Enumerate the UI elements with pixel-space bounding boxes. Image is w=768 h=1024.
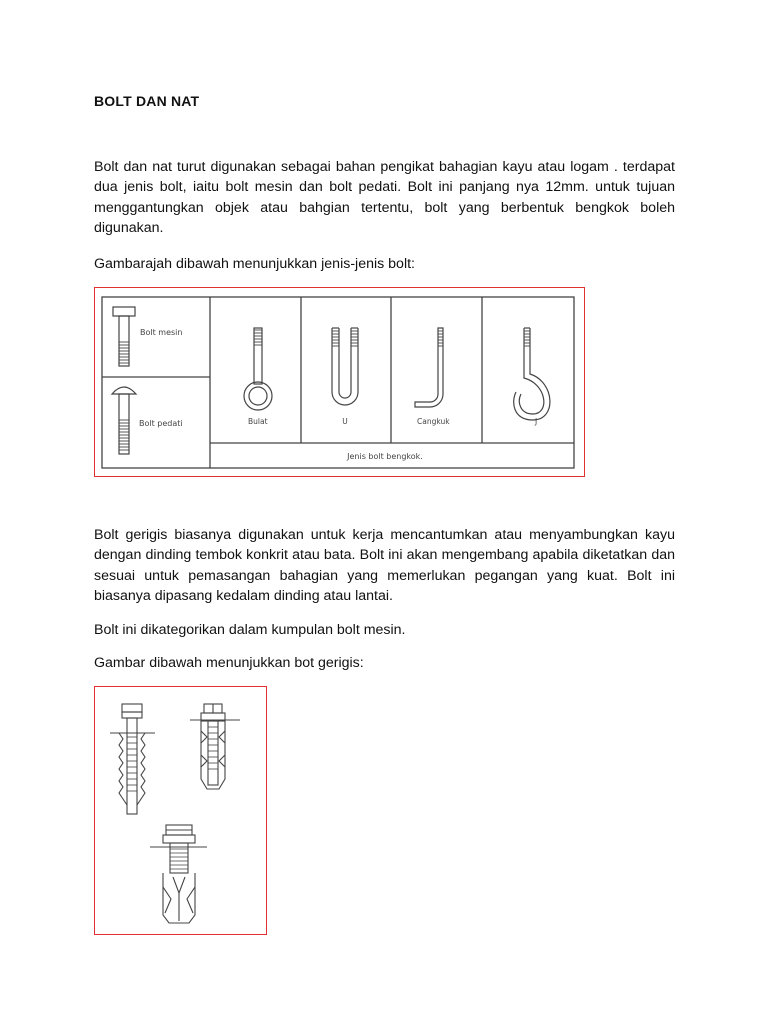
u-bolt-icon bbox=[332, 328, 358, 405]
machine-bolt-icon bbox=[113, 307, 135, 366]
paragraph-category: Bolt ini dikategorikan dalam kumpulan bolt mesin. bbox=[94, 622, 406, 638]
label-u: U bbox=[342, 417, 348, 426]
label-cangkuk: Cangkuk bbox=[417, 417, 450, 426]
label-bulat: Bulat bbox=[248, 417, 268, 426]
label-bolt-pedati: Bolt pedati bbox=[139, 419, 183, 428]
bolt-types-diagram bbox=[95, 288, 583, 475]
paragraph-expansion-bolt: Bolt gerigis biasanya digunakan untuk kerja mencantumkan atau menyambungkan kayu dengan dinding tembok konkrit atau bata. Bolt ini akan mengembang apabila diketatkan dan sesuai untuk pemasangan bahagian yang memerlukan pegangan yang kuat. Bolt ini biasanya dipasang kedalam dinding atau lantai. bbox=[94, 527, 675, 604]
l-hook-bolt-icon bbox=[415, 328, 443, 407]
bolt-types-figure bbox=[94, 287, 585, 477]
eye-bolt-icon bbox=[244, 328, 272, 410]
paragraph-intro: Bolt dan nat turut digunakan sebagai bahan pengikat bahagian kayu atau logam . terdapat dua jenis bolt, iaitu bolt mesin dan bolt pedati. Bolt ini panjang nya 12mm. untuk tujuan menggantungkan objek atau bahgian tertentu, bolt yang berbentuk bengkok boleh digunakan. bbox=[94, 159, 675, 236]
label-bolt-mesin: Bolt mesin bbox=[140, 328, 183, 337]
label-j: J bbox=[535, 417, 538, 426]
expansion-bolt-3-icon bbox=[150, 825, 207, 923]
expansion-bolt-2-icon bbox=[190, 704, 240, 789]
expansion-bolt-figure bbox=[94, 686, 267, 935]
page-title: BOLT DAN NAT bbox=[94, 93, 200, 109]
j-hook-bolt-icon bbox=[514, 328, 550, 420]
paragraph-figure1-intro: Gambarajah dibawah menunjukkan jenis-jenis bolt: bbox=[94, 256, 415, 272]
paragraph-figure2-intro: Gambar dibawah menunjukkan bot gerigis: bbox=[94, 655, 364, 671]
figure-caption: Jenis bolt bengkok. bbox=[347, 452, 423, 461]
expansion-bolt-diagram bbox=[95, 687, 265, 933]
expansion-bolt-1-icon bbox=[110, 704, 155, 814]
carriage-bolt-icon bbox=[112, 387, 136, 454]
